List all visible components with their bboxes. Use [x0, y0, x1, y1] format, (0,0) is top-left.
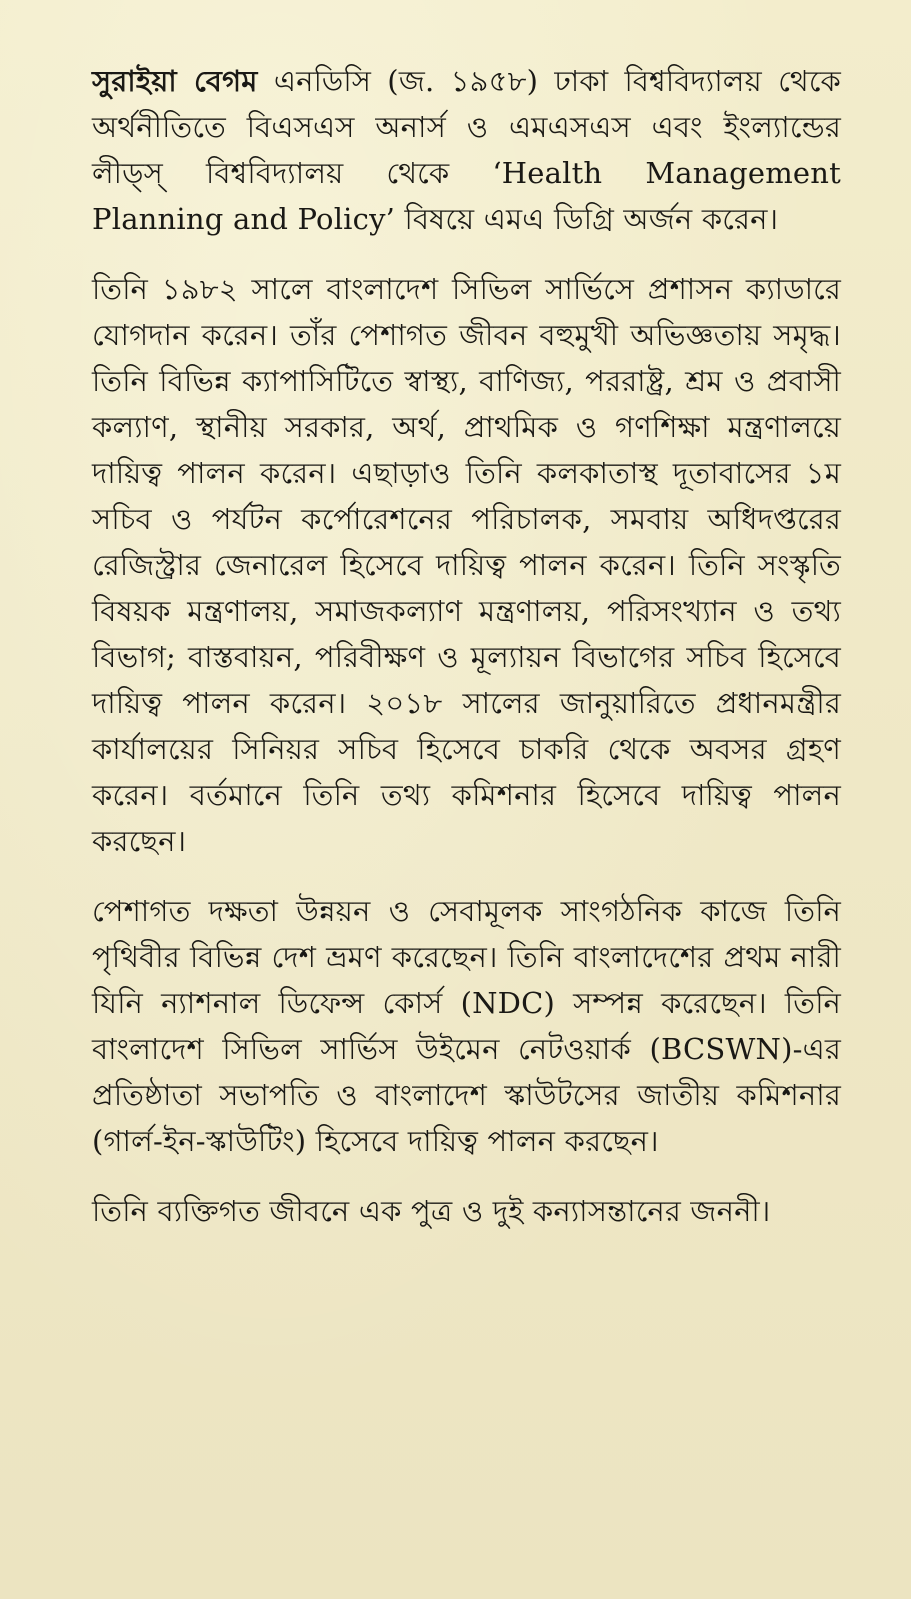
paragraph-achievements: পেশাগত দক্ষতা উন্নয়ন ও সেবামূলক সাংগঠনিক কাজে তিনি পৃথিবীর বিভিন্ন দেশ ভ্রমণ করেছেন। তিনি বাংলাদেশের প্রথম নারী যিনি ন্যাশনাল ডিফেন্স কোর্স (NDC) সম্পন্ন করেছেন। তিনি বাংলাদেশ সিভিল সার্ভিস উইমেন নেটওয়ার্ক (BCSWN)-এর প্রতিষ্ঠাতা সভাপতি ও বাংলাদেশ স্কাউটসের জাতীয় কমিশনার (গার্ল-ইন-স্কাউটিং) হিসেবে দায়িত্ব পালন করছেন। — [92, 894, 841, 1158]
paragraph-education — [92, 58, 841, 242]
author-name: সুরাইয়া বেগম — [92, 64, 258, 98]
paragraph-education-text: এনডিসি (জ. ১৯৫৮) ঢাকা বিশ্ববিদ্যালয় থেকে অর্থনীতিতে বিএসএস অনার্স ও এমএসএস এবং ইংল্যান্ডের লীড্‌স্‌ বিশ্ববিদ্যালয় থেকে ‘Health Management Planning and Policy’ বিষয়ে এমএ ডিগ্রি অর্জন করেন। — [92, 64, 841, 236]
paragraph-personal: তিনি ব্যক্তিগত জীবনে এক পুত্র ও দুই কন্যাসন্তানের জননী। — [92, 1194, 771, 1228]
paragraph-career: তিনি ১৯৮২ সালে বাংলাদেশ সিভিল সার্ভিসে প্রশাসন ক্যাডারে যোগদান করেন। তাঁর পেশাগত জীবন বহুমুখী অভিজ্ঞতায় সমৃদ্ধ। তিনি বিভিন্ন ক্যাপাসিটিতে স্বাস্থ্য, বাণিজ্য, পররাষ্ট্র, শ্রম ও প্রবাসী কল্যাণ, স্থানীয় সরকার, অর্থ, প্রাথমিক ও গণশিক্ষা মন্ত্রণালয়ে দায়িত্ব পালন করেন। এছাড়াও তিনি কলকাতাস্থ দূতাবাসের ১ম সচিব ও পর্যটন কর্পোরেশনের পরিচালক, সমবায় অধিদপ্তরের রেজিস্ট্রার জেনারেল হিসেবে দায়িত্ব পালন করেন। তিনি সংস্কৃতি বিষয়ক মন্ত্রণালয়, সমাজকল্যাণ মন্ত্রণালয়, পরিসংখ্যান ও তথ্য বিভাগ; বাস্তবায়ন, পরিবীক্ষণ ও মূল্যায়ন বিভাগের সচিব হিসেবে দায়িত্ব পালন করেন। ২০১৮ সালের জানুয়ারিতে প্রধানমন্ত্রীর কার্যালয়ের সিনিয়র সচিব হিসেবে চাকরি থেকে অবসর গ্রহণ করেন। বর্তমানে তিনি তথ্য কমিশনার হিসেবে দায়িত্ব পালন করছেন। — [92, 272, 841, 858]
